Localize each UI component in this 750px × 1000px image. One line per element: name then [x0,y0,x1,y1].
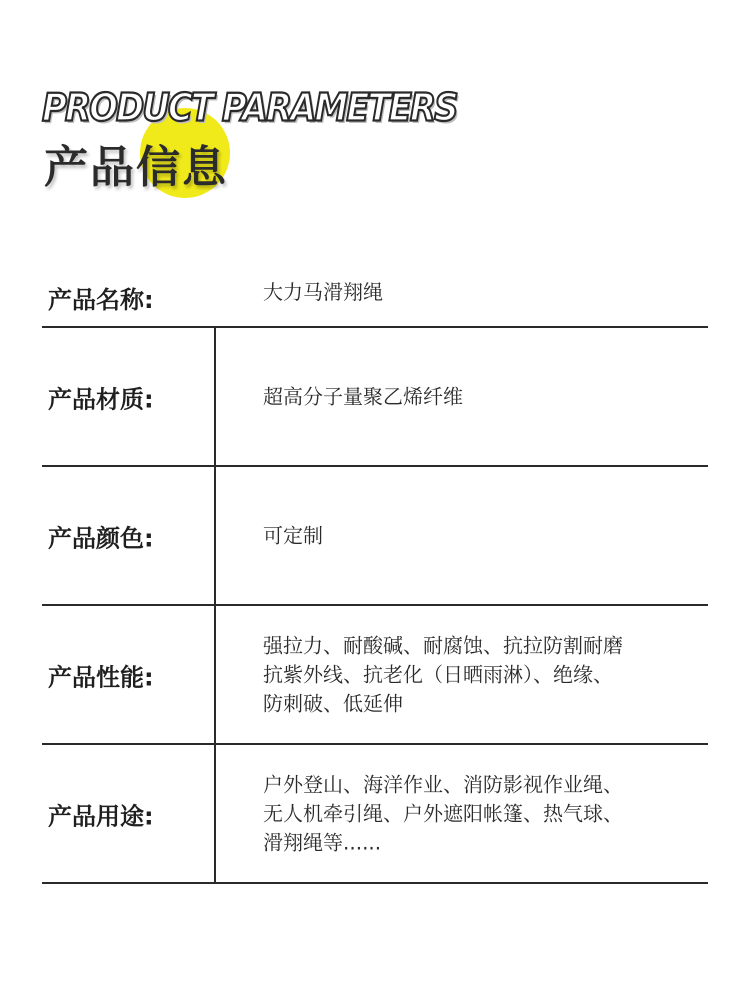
section-header [42,80,542,210]
param-label: 产品颜色: [48,524,154,552]
param-value [263,382,698,411]
title-chinese: 产品信息 [44,142,228,193]
param-value-line: 可定制 [263,523,323,547]
param-value [263,631,698,718]
param-value-line: 大力马滑翔绳 [263,280,383,304]
param-row-name [42,258,708,328]
param-value-line: 滑翔绳等...... [263,830,382,854]
title-english: PRODUCT PARAMETERS [42,86,457,131]
column-divider [214,745,216,882]
param-value-line: 无人机牵引绳、户外遮阳帐篷、热气球、 [263,801,623,825]
param-value-line: 抗紫外线、抗老化（日晒雨淋）、绝缘、 [263,662,613,686]
column-divider [214,467,216,604]
param-value-line: 户外登山、海洋作业、消防影视作业绳、 [263,772,623,796]
param-row-performance [42,606,708,745]
param-value [263,521,698,550]
param-label: 产品性能: [48,663,154,691]
param-label: 产品材质: [48,385,154,413]
param-label: 产品用途: [48,802,154,830]
param-value [263,278,698,307]
param-value-line: 超高分子量聚乙烯纤维 [263,384,463,408]
param-value-line: 强拉力、耐酸碱、耐腐蚀、抗拉防割耐磨 [263,633,623,657]
param-value-line: 防刺破、低延伸 [263,691,403,715]
parameters-table [42,258,708,884]
param-row-usage [42,745,708,884]
column-divider [214,328,216,465]
column-divider [214,606,216,743]
param-row-material [42,328,708,467]
param-row-color [42,467,708,606]
param-label: 产品名称: [48,286,154,314]
param-value [263,770,698,857]
